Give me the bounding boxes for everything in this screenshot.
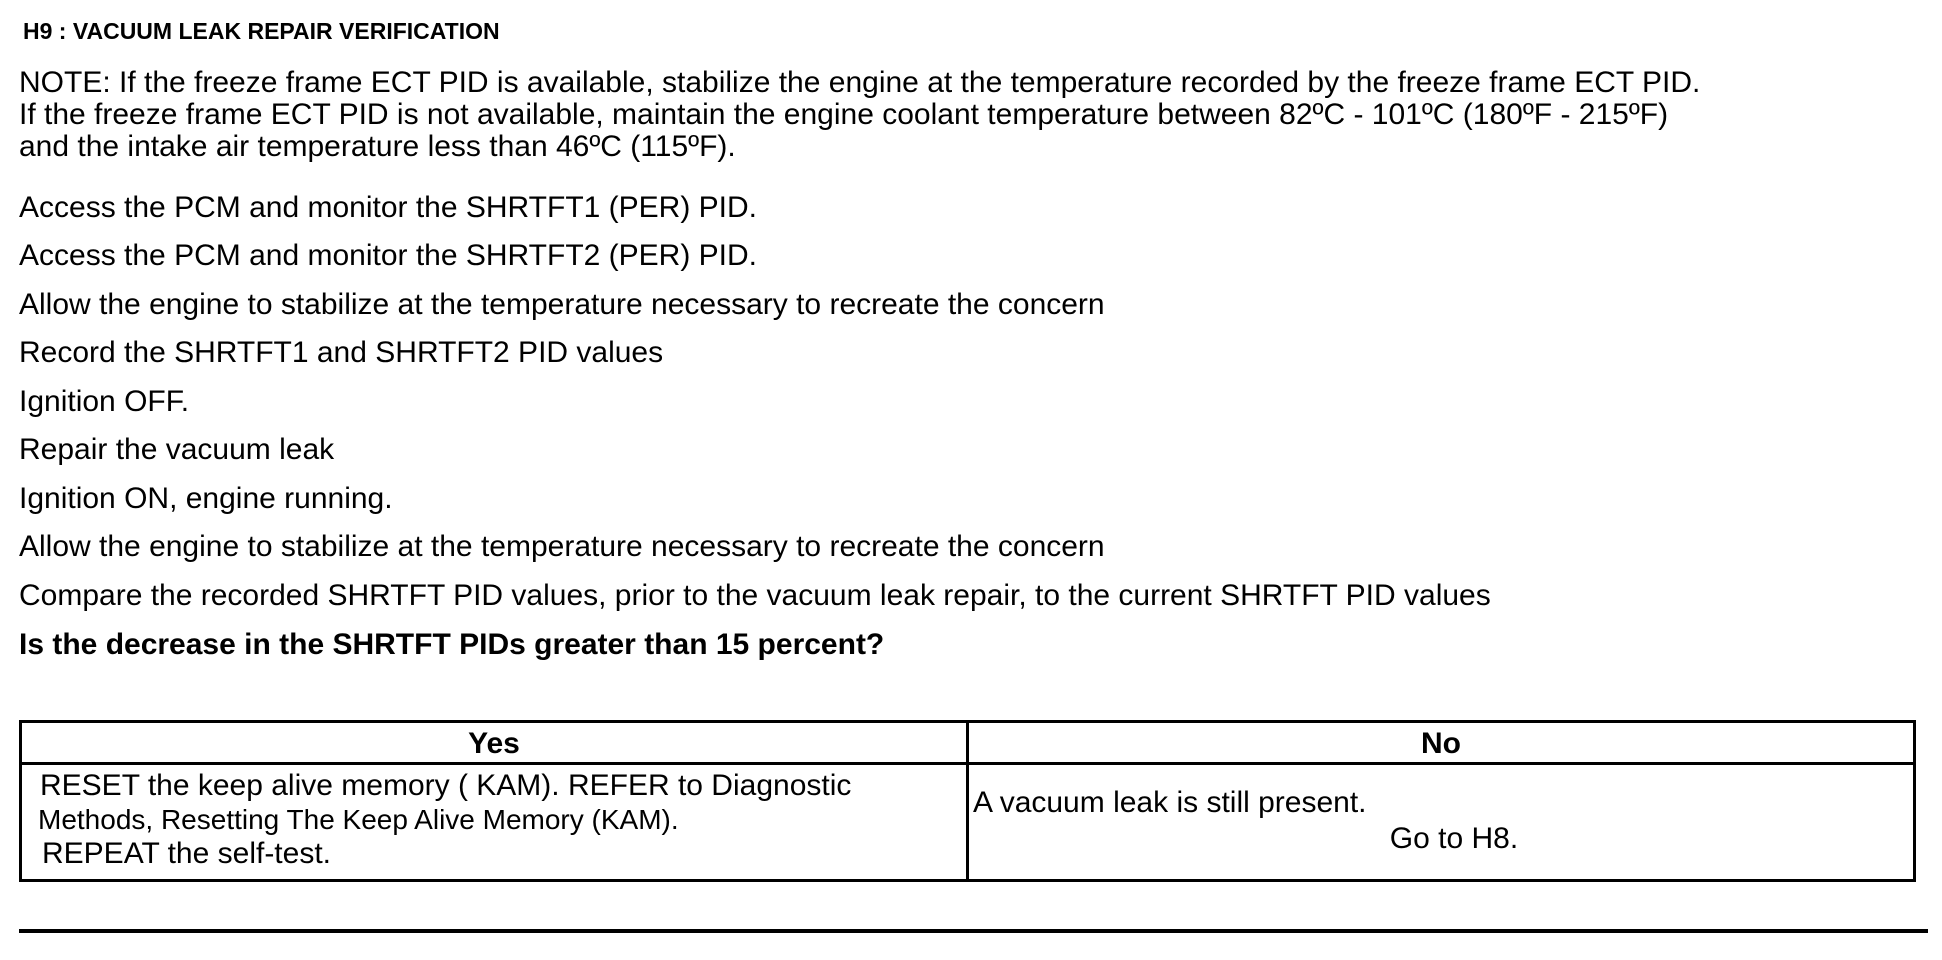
yes-result-cell — [40, 769, 960, 871]
yes-column-header: Yes — [468, 727, 520, 760]
decision-question: Is the decrease in the SHRTFT PIDs greater than 15 percent? — [19, 628, 885, 661]
no-line-go-to-h8: Go to H8. — [1389, 822, 1519, 855]
yes-line-reset-kam: RESET the keep alive memory ( KAM). REFER to Diagnostic — [40, 769, 852, 802]
note-line-1: NOTE: If the freeze frame ECT PID is available, stabilize the engine at the temperature recorded by the freeze frame ECT PID. — [19, 66, 1701, 99]
step-ignition-on: Ignition ON, engine running. — [19, 482, 393, 515]
no-line-leak-present: A vacuum leak is still present. — [973, 786, 1367, 819]
step-stabilize-engine-again: Allow the engine to stabilize at the temperature necessary to recreate the concern — [19, 530, 1105, 563]
yes-line-refer-methods: Methods, Resetting The Keep Alive Memory (KAM). — [38, 804, 679, 835]
footer-divider-rule — [19, 929, 1928, 933]
step-repair-leak: Repair the vacuum leak — [19, 433, 335, 466]
yes-no-result-table — [19, 720, 1916, 882]
yes-line-repeat-self-test: REPEAT the self-test. — [42, 837, 331, 870]
step-monitor-shrtft2: Access the PCM and monitor the SHRTFT2 (PER) PID. — [19, 239, 758, 272]
step-ignition-off: Ignition OFF. — [19, 385, 190, 418]
step-monitor-shrtft1: Access the PCM and monitor the SHRTFT1 (PER) PID. — [19, 191, 758, 224]
note-line-2: If the freeze frame ECT PID is not available, maintain the engine coolant temperature between 82ºC - 101ºC (180ºF - 215ºF) — [19, 98, 1669, 131]
step-compare-values: Compare the recorded SHRTFT PID values, prior to the vacuum leak repair, to the current SHRTFT PID values — [19, 579, 1491, 612]
section-heading: H9 : VACUUM LEAK REPAIR VERIFICATION — [23, 18, 500, 44]
table-header-divider — [22, 762, 1913, 765]
note-paragraph — [19, 67, 1929, 163]
no-result-cell — [973, 785, 1909, 857]
note-line-3: and the intake air temperature less than 46ºC (115ºF). — [19, 130, 736, 163]
step-stabilize-engine: Allow the engine to stabilize at the temperature necessary to recreate the concern — [19, 288, 1105, 321]
no-column-header: No — [1421, 727, 1461, 760]
step-record-values: Record the SHRTFT1 and SHRTFT2 PID values — [19, 336, 664, 369]
